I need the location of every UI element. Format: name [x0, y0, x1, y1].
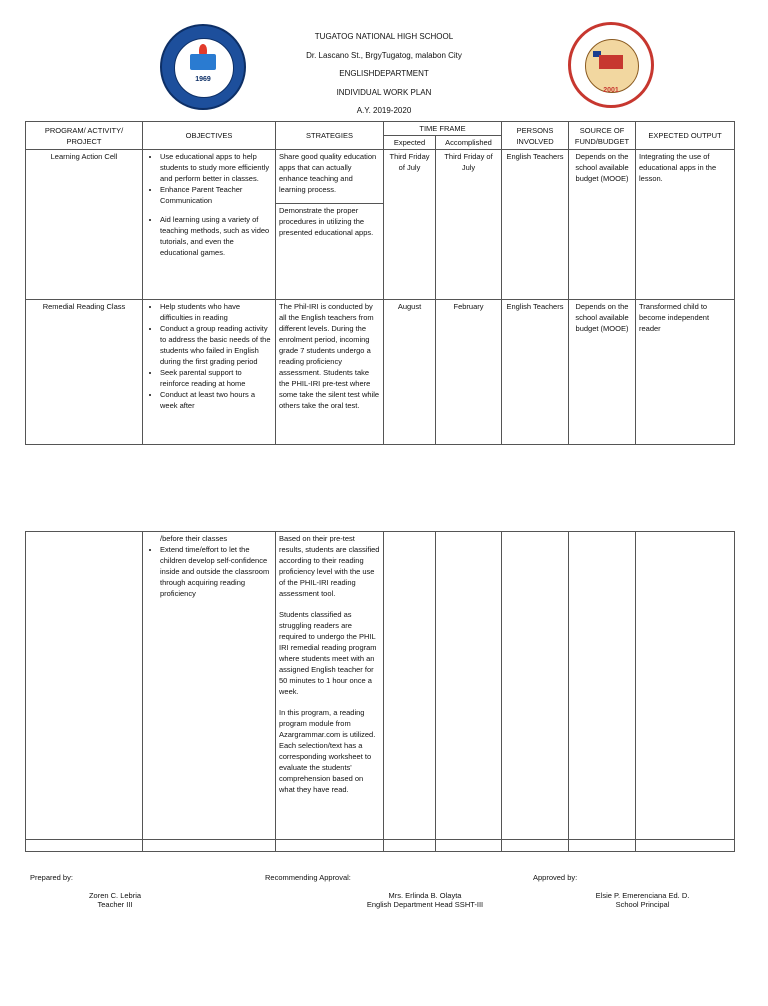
- header-time-frame: TIME FRAME: [384, 122, 502, 136]
- recommending-signature: [340, 891, 510, 909]
- prepared-label: Prepared by:: [30, 873, 73, 882]
- school-seal-logo: [160, 24, 246, 110]
- row1-objectives: [143, 150, 276, 300]
- row2-strategy: The Phil-IRI is conducted by all the English teachers from different levels. During the enrolment period, incoming grade 7 students undergo a reading proficiency assessment. Students take the PHIL-IRI pre-test where some take the silent test while others take the oral test.: [276, 300, 384, 445]
- row1-persons: English Teachers: [502, 150, 569, 300]
- row3-strategies: [276, 532, 384, 840]
- header-output: EXPECTED OUTPUT: [636, 122, 735, 150]
- signer-title: School Principal: [615, 900, 670, 909]
- row1-expected: Third Friday of July: [384, 150, 436, 300]
- header-accomplished: Accomplished: [436, 136, 502, 150]
- objective-continuation: /before their classes: [160, 534, 228, 543]
- row2-persons: English Teachers: [502, 300, 569, 445]
- header-program: PROGRAM/ ACTIVITY/ PROJECT: [26, 122, 143, 150]
- list-item: • Conduct a group reading activity to address the basic needs of the students who failed in English during the first grading period: [160, 323, 272, 367]
- work-plan-table-continued: [25, 531, 735, 852]
- school-name: TUGATOG NATIONAL HIGH SCHOOL: [314, 32, 454, 41]
- header-source: SOURCE OF FUND/BUDGET: [569, 122, 636, 150]
- signer-name: Zoren C. Lebria: [88, 891, 142, 900]
- header-expected: Expected: [384, 136, 436, 150]
- document-title: INDIVIDUAL WORK PLAN: [336, 87, 432, 97]
- list-item: • Aid learning using a variety of teaching methods, such as video tutorials, and even the educational games.: [160, 214, 272, 258]
- signer-name: Mrs. Erlinda B. Olayta: [388, 891, 462, 900]
- book-icon: [190, 54, 216, 70]
- approved-signature: [570, 891, 715, 909]
- row2-output: Transformed child to become independent reader: [636, 300, 735, 445]
- page-header: [0, 0, 768, 125]
- list-item: • Extend time/effort to let the children develop self-confidence inside and outside the classroom through acquiring reading proficiency: [160, 544, 272, 599]
- division-office-seal-logo: [568, 22, 654, 108]
- row3-strategy-a: Based on their pre-test results, students are classified according to their reading proficiency level with the use of the PHIL-IRI reading assessment tool.: [279, 534, 380, 598]
- signer-title: English Department Head SSHT-III: [366, 900, 484, 909]
- approved-label: Approved by:: [533, 873, 578, 882]
- row1-program: Learning Action Cell: [26, 150, 143, 300]
- row1-strategy-b: Demonstrate the proper procedures in utilizing the presented educational apps.: [276, 204, 384, 300]
- row3-strategy-b: Students classified as struggling readers are required to undergo the PHIL IRI remedial reading program where students meet with an assigned English teacher for 50 minutes to 1 hour once a week.: [279, 610, 377, 696]
- recommending-label: Recommending Approval:: [265, 873, 351, 882]
- signer-title: Teacher III: [97, 900, 133, 909]
- row2-program: Remedial Reading Class: [26, 300, 143, 445]
- row2-source: Depends on the school available budget (MOOE): [569, 300, 636, 445]
- school-address: Dr. Lascano St., BrgyTugatog, malabon City: [306, 50, 462, 60]
- row1-strategy-a: Share good quality education apps that can actually enhance teaching and learning process.: [276, 150, 384, 204]
- row1-source: Depends on the school available budget (MOOE): [569, 150, 636, 300]
- row3-objectives: [143, 532, 276, 840]
- list-item: • Seek parental support to reinforce reading at home: [160, 367, 272, 389]
- department-name: ENGLISHDEPARTMENT: [339, 69, 429, 78]
- row3-program: [26, 532, 143, 840]
- row2-accomplished: February: [436, 300, 502, 445]
- list-item: • Help students who have difficulties in reading: [160, 301, 272, 323]
- building-icon: [599, 55, 623, 69]
- row1-output: Integrating the use of educational apps in the lesson.: [636, 150, 735, 300]
- row2-objectives: [143, 300, 276, 445]
- header-persons: PERSONS INVOLVED: [502, 122, 569, 150]
- row2-expected: August: [384, 300, 436, 445]
- signer-name: Elsie P. Emerenciana Ed. D.: [595, 891, 690, 900]
- seal-year: 1969: [195, 76, 211, 83]
- prepared-signature: [60, 891, 170, 909]
- seal-year: 2001: [603, 87, 619, 94]
- work-plan-table: [25, 121, 735, 445]
- header-objectives: OBJECTIVES: [143, 122, 276, 150]
- school-year: A.Y. 2019-2020: [356, 106, 412, 115]
- list-item: • Enhance Parent Teacher Communication: [160, 184, 272, 206]
- list-item: • Use educational apps to help students to study more efficiently and perform better in classes.: [160, 151, 272, 184]
- row1-accomplished: Third Friday of July: [436, 150, 502, 300]
- header-strategies: STRATEGIES: [276, 122, 384, 150]
- row3-strategy-c: In this program, a reading program module from Azargrammar.com is utilized. Each selection/text has a corresponding worksheet to evaluate the students' comprehension based on what they have read.: [279, 708, 376, 794]
- list-item: • Conduct at least two hours a week after: [160, 389, 272, 411]
